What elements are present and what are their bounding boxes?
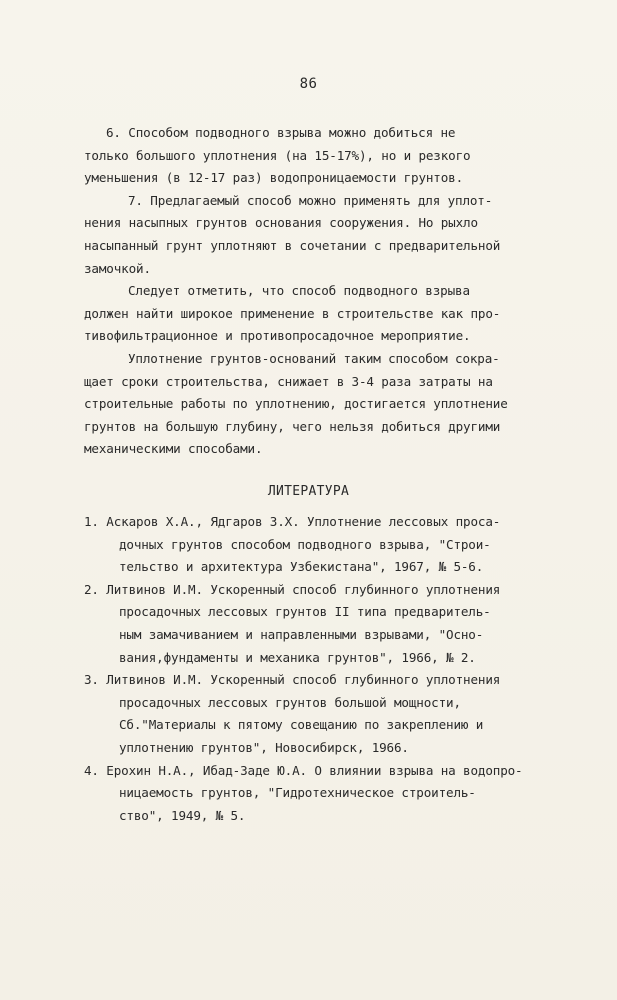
reference-line: ство", 1949, № 5. — [119, 807, 246, 823]
paragraph-line: механическими способами. — [84, 441, 263, 457]
reference-line: просадочных лессовых грунтов большой мощности, — [119, 694, 461, 710]
reference-line: ницаемость грунтов, "Гидротехническое строитель- — [119, 785, 476, 801]
body-text — [84, 122, 584, 461]
reference-line: уплотнению грунтов", Новосибирск, 1966. — [119, 739, 409, 755]
paragraph-line: 7. Предлагаемый способ можно применять для уплот- — [128, 192, 493, 208]
paragraph-line: замочкой. — [84, 260, 151, 276]
reference-line: 3. Литвинов И.М. Ускоренный способ глубинного уплотнения — [84, 672, 501, 688]
paragraph-line: насыпанный грунт уплотняют в сочетании с предварительной — [84, 237, 501, 253]
paragraph-line: щает сроки строительства, снижает в 3-4 раза затраты на — [84, 373, 493, 389]
paragraph-line: тивофильтрационное и противопросадочное мероприятие. — [84, 328, 471, 344]
reference-line: дочных грунтов способом подводного взрыва, "Строи- — [119, 536, 491, 552]
paragraph-line: грунтов на большую глубину, чего нельзя добиться другими — [84, 418, 501, 434]
references-list — [84, 511, 604, 827]
reference-line: ным замачиванием и направленными взрывами, "Осно- — [119, 626, 484, 642]
paragraph-line: только большого уплотнения (на 15-17%), но и резкого — [84, 147, 471, 163]
reference-line: вания,фундаменты и механика грунтов", 1966, № 2. — [119, 649, 476, 665]
paragraph-line: Уплотнение грунтов-оснований таким способом сокра- — [128, 350, 500, 366]
page-number: 86 — [299, 76, 318, 92]
reference-line: Сб."Материалы к пятому совещанию по закреплению и — [119, 717, 484, 733]
references-heading: ЛИТЕРАТУРА — [267, 484, 350, 499]
paragraph-line: уменьшения (в 12-17 раз) водопроницаемости грунтов. — [84, 170, 464, 186]
paragraph-line: строительные работы по уплотнению, достигается уплотнение — [84, 396, 508, 412]
reference-line: просадочных лессовых грунтов II типа предваритель- — [119, 604, 491, 620]
paragraph-line: 6. Способом подводного взрыва можно добиться не — [106, 125, 456, 140]
reference-line: 1. Аскаров Х.А., Ядгаров З.Х. Уплотнение лессовых проса- — [84, 514, 501, 529]
paragraph-line: нения насыпных грунтов основания сооружения. Но рыхло — [84, 215, 478, 231]
reference-line: 4. Ерохин Н.А., Ибад-Заде Ю.А. О влиянии взрыва на водопро- — [84, 762, 523, 778]
paragraph-line: должен найти широкое применение в строительстве как про- — [84, 305, 501, 321]
reference-line: тельство и архитектура Узбекистана", 1967, № 5-6. — [119, 559, 484, 575]
paragraph-line: Следует отметить, что способ подводного взрыва — [128, 283, 470, 299]
reference-line: 2. Литвинов И.М. Ускоренный способ глубинного уплотнения — [84, 581, 501, 597]
